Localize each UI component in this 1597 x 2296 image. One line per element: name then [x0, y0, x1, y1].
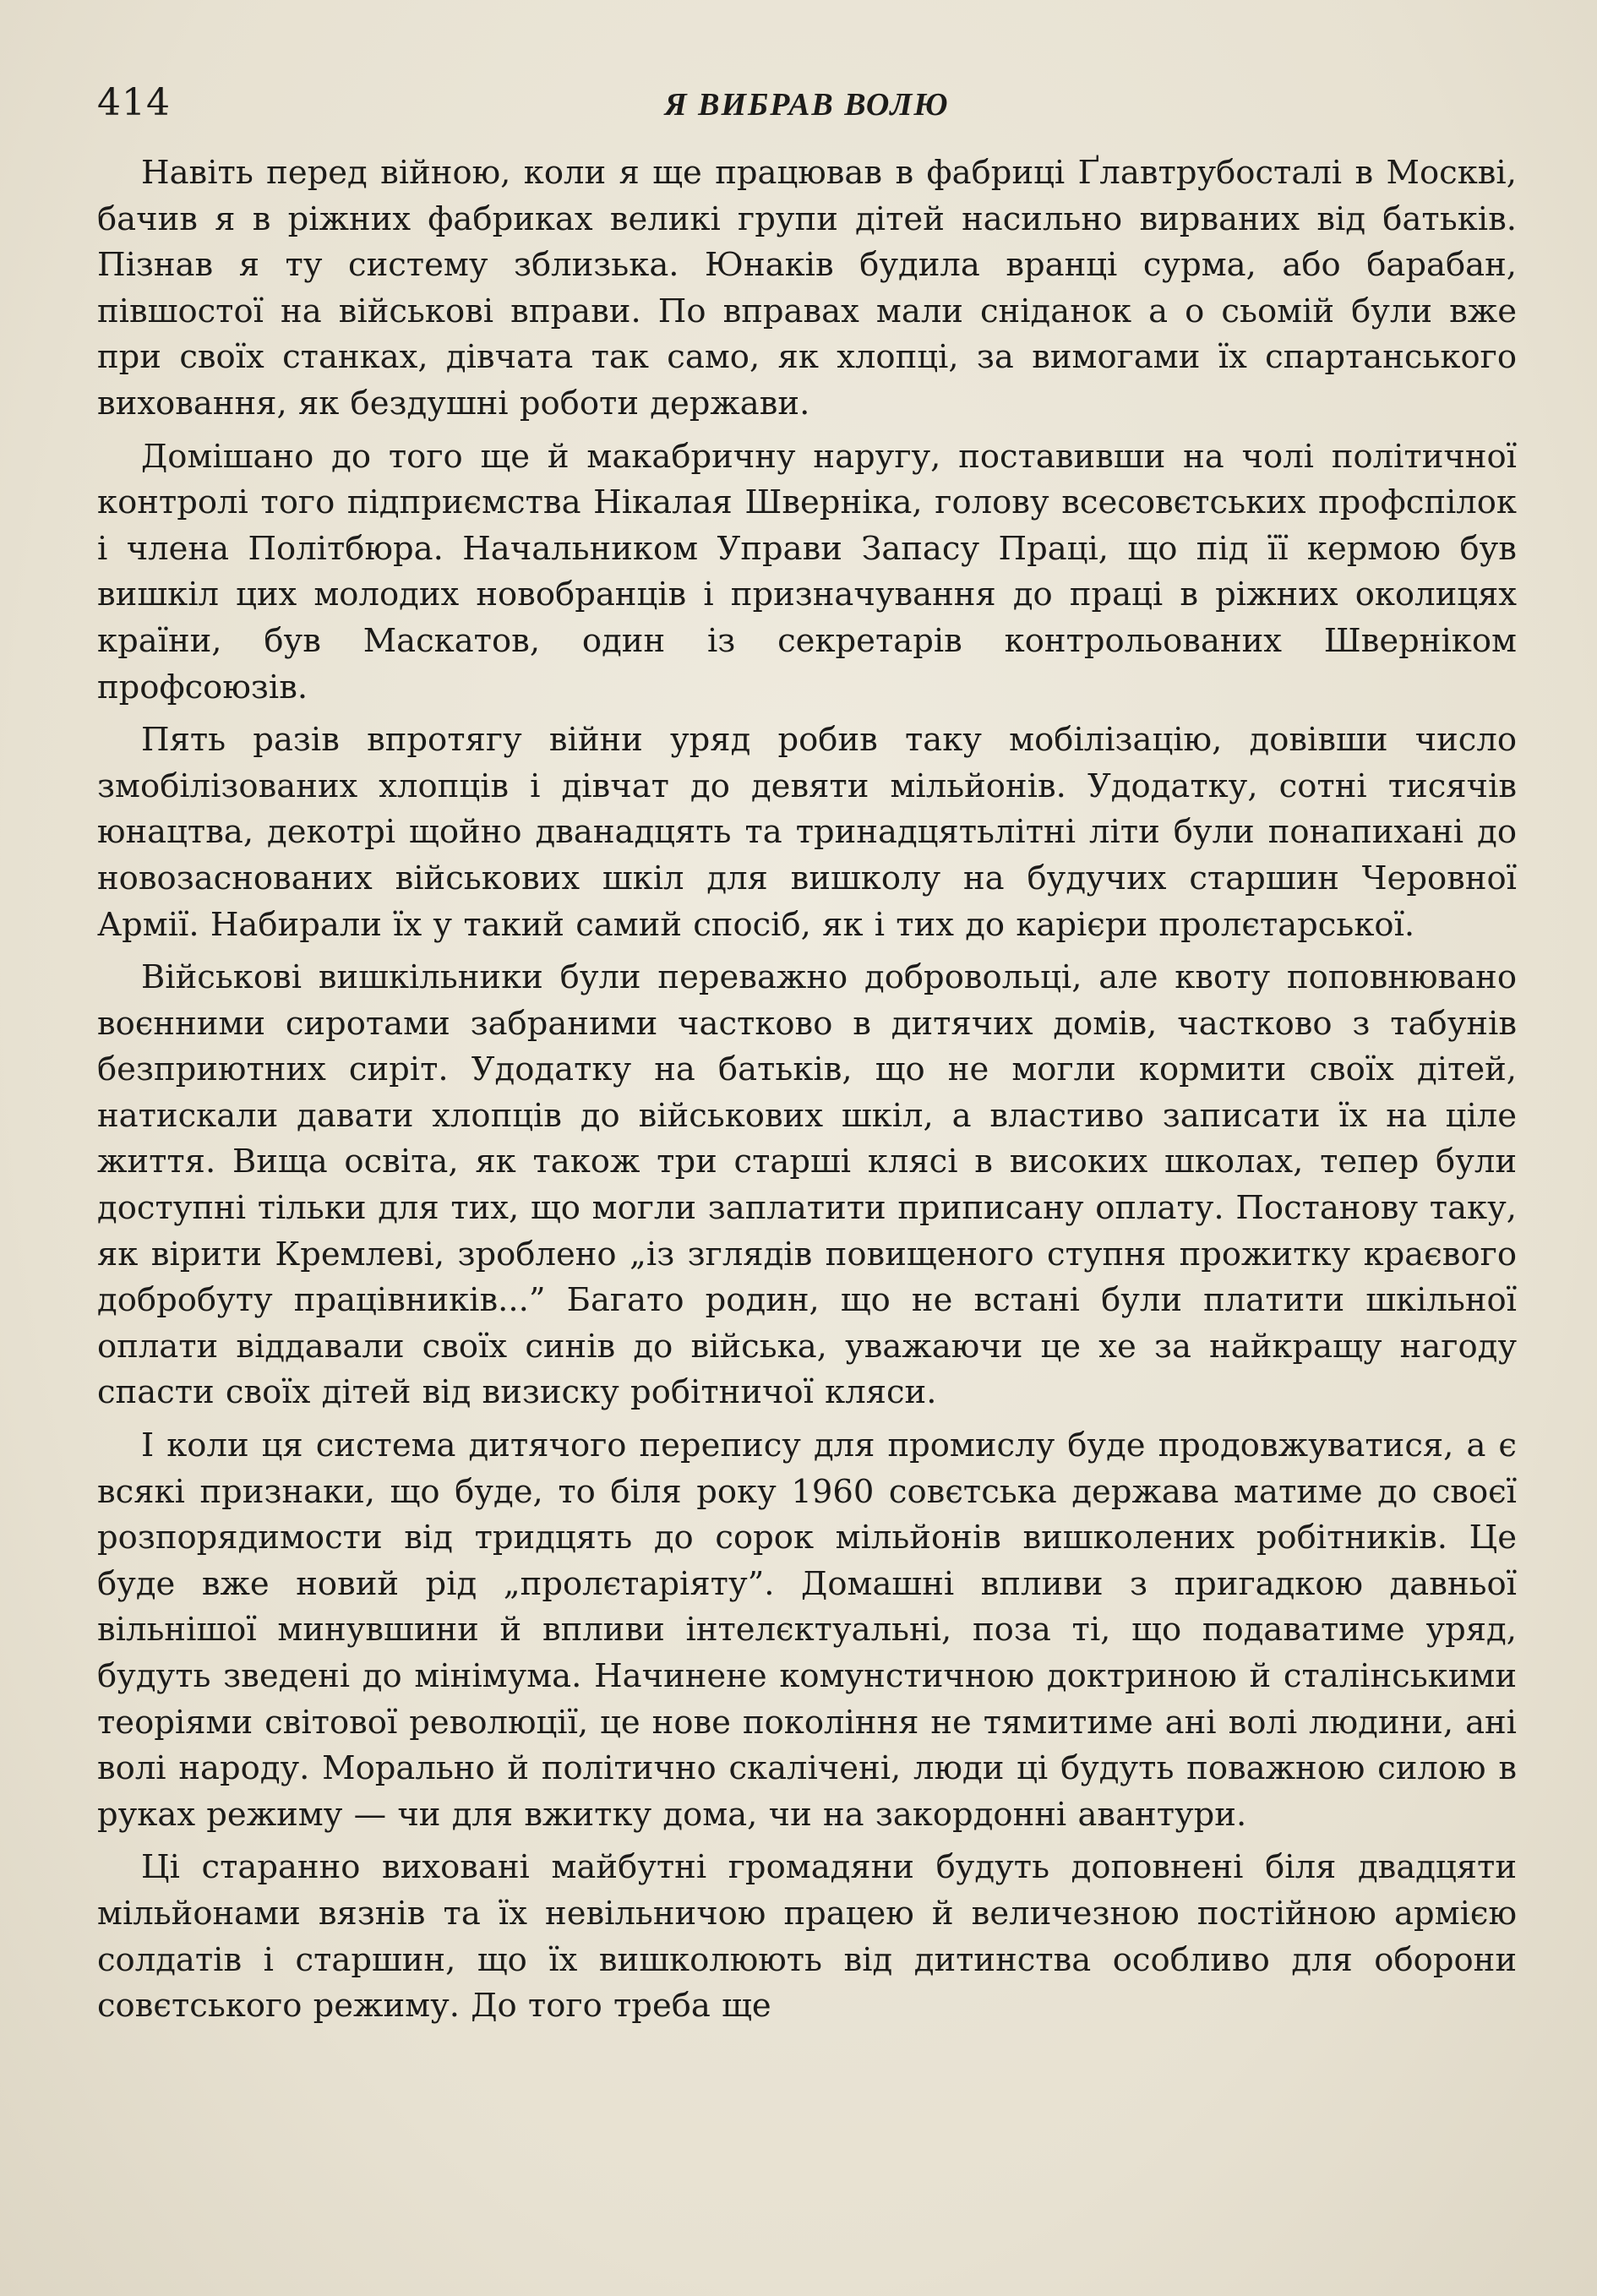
paragraph-5: І коли ця система дитячого перепису для промислу буде продовжуватися, а є всякі признаки, що буде, то біля року 1960 совєтська держава матиме до своєї розпорядимости від тридцять до сорок мільйонів вишколених робітників. Це буде вже новий рід „пролєтаріяту”. Домашні впливи з пригадкою давньої вільнішої минувшини й впливи інтелєктуальні, поза ті, що подаватиме уряд, будуть зведені до мінімума. Начинене комунстичною доктриною й сталінськими теоріями світової революції, це нове покоління не тямитиме ані волі людини, ані волі народу. Морально й політично скалічені, люди ці будуть поважною силою в руках режиму — чи для вжитку дома, чи на закордонні авантури.: [97, 1426, 1517, 1834]
paragraph-1: Навіть перед війною, коли я ще працював в фабриці Ґлавтрубосталі в Москві, бачив я в ріжних фабриках великі групи дітей насильно вирваних від батьків. Пізнав я ту систему зблизька. Юнаків будила вранці сурма, або барабан, півшостої на військові вправи. По вправах мали сніданок а о сьомій були вже при своїх станках, дівчата так само, як хлопці, за вимогами їх спартанського виховання, як бездушні роботи держави.: [97, 154, 1517, 423]
page-number: 414: [97, 81, 171, 124]
paragraph-6: Ці старанно виховані майбутні громадяни будуть доповнені біля двадцяти мільйонами вязнів та їх невільничою працею й величезною постійною армією солдатів і старшин, що їх вишколюють від дитинства особливо для оборони совєтського режиму. До того треба ще: [97, 1848, 1517, 2026]
body-text: [97, 150, 1517, 2037]
paragraph-4: Військові вишкільники були переважно добровольці, але квоту поповнювано воєнними сиротами забраними частково в дитячих домів, частково з табунів безприютних сиріт. Удодатку на батьків, що не могли кормити своїх дітей, натискали давати хлопців до військових шкіл, а властиво записати їх на ціле життя. Вища освіта, як також три старші клясі в високих школах, тепер були доступні тільки для тих, що могли заплатити приписану оплату. Постанову таку, як вірити Кремлеві, зроблено „із зглядів повищеного ступня прожитку краєвого добробуту працівників...” Багато родин, що не встані були платити шкільної оплати віддавали своїх синів до війська, уважаючи це хе за найкращу нагоду спасти своїх дітей від визиску робітничої кляси.: [97, 958, 1517, 1412]
paragraph-2: Домішано до того ще й макабричну наругу, поставивши на чолі політичної контролі того підприємства Нікалая Шверніка, голову всесовєтських профспілок і члена Політбюра. Начальником Управи Запасу Праці, що під її кермою був вишкіл цих молодих новобранців і призначування до праці в ріжних околицях країни, був Маскатов, один із секретарів контрольованих Шверніком профсоюзів.: [97, 437, 1517, 706]
book-title: Я ВИБРАВ ВОЛЮ: [664, 87, 950, 123]
paragraph-3: Пять разів впротягу війни уряд робив таку мобілізацію, довівши число змобілізованих хлопців і дівчат до девяти мільйонів. Удодатку, сотні тисячів юнацтва, декотрі щойно дванадцять та тринадцятьлітні літи були понапихані до новозаснованих військових шкіл для вишколу на будучих старшин Черовної Армії. Набирали їх у такий самий спосіб, як і тих до карієри пролєтарської.: [97, 721, 1517, 944]
running-head: [97, 78, 1517, 128]
